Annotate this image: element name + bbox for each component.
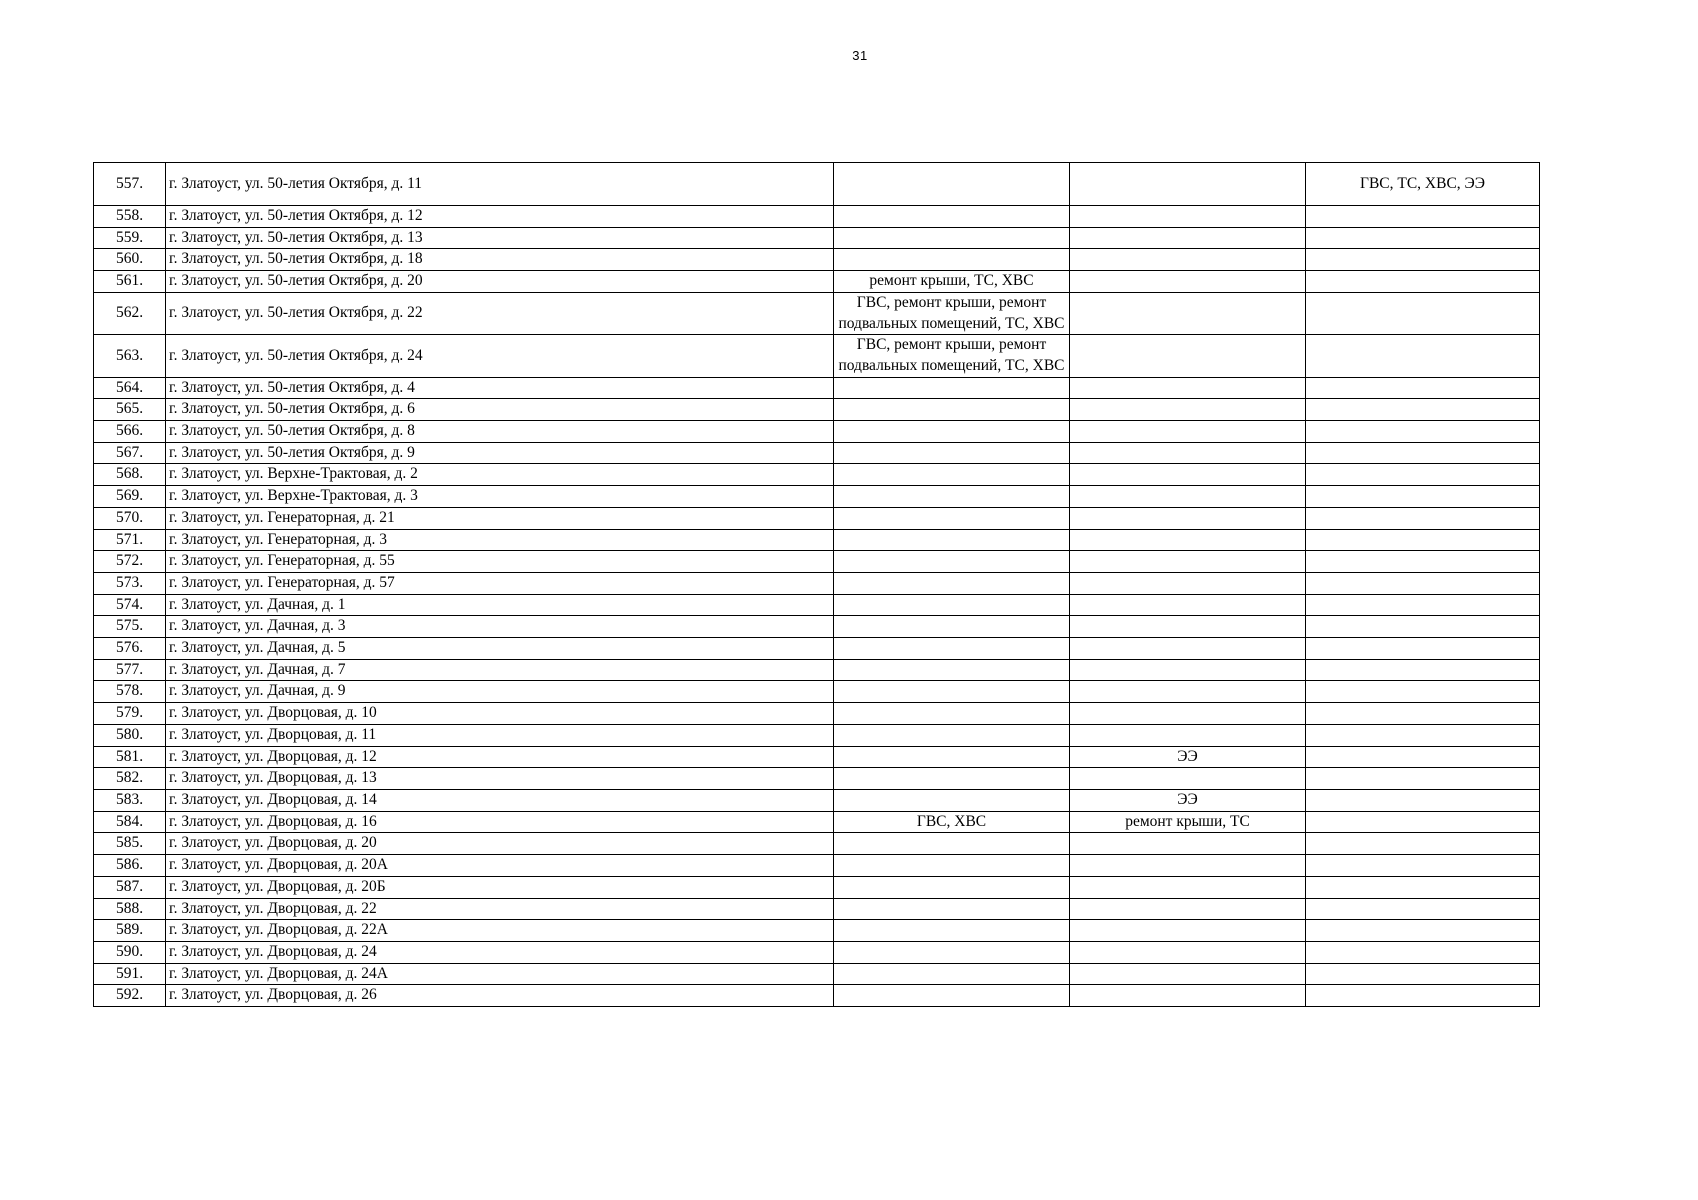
row-col5 [1306,920,1540,942]
row-address: г. Златоуст, ул. Дворцовая, д. 24 [166,941,834,963]
row-col3 [834,616,1070,638]
row-col5 [1306,985,1540,1007]
row-col5 [1306,963,1540,985]
row-col4 [1070,399,1306,421]
table-row [94,572,1540,594]
row-col4 [1070,681,1306,703]
row-col4: ЭЭ [1070,746,1306,768]
row-col5 [1306,724,1540,746]
row-number: 589. [94,920,166,942]
row-address: г. Златоуст, ул. 50-летия Октября, д. 18 [166,249,834,271]
row-number: 583. [94,789,166,811]
row-address: г. Златоуст, ул. 50-летия Октября, д. 20 [166,271,834,293]
row-col4 [1070,855,1306,877]
row-col5 [1306,703,1540,725]
row-number: 559. [94,227,166,249]
row-col3 [834,898,1070,920]
row-col3 [834,442,1070,464]
row-col5 [1306,464,1540,486]
row-col4 [1070,659,1306,681]
row-col3 [834,724,1070,746]
row-address: г. Златоуст, ул. 50-летия Октября, д. 13 [166,227,834,249]
row-col5 [1306,399,1540,421]
row-col5 [1306,811,1540,833]
row-number: 576. [94,638,166,660]
table-row [94,163,1540,206]
row-col4 [1070,898,1306,920]
row-col3 [834,377,1070,399]
table-row [94,206,1540,228]
row-col3 [834,551,1070,573]
row-col3: ГВС, ХВС [834,811,1070,833]
row-col3: ГВС, ремонт крыши, ремонт подвальных помещений, ТС, ХВС [834,292,1070,334]
table-row [94,920,1540,942]
row-col5 [1306,206,1540,228]
row-col4 [1070,941,1306,963]
row-number: 570. [94,507,166,529]
table-row [94,507,1540,529]
row-number: 574. [94,594,166,616]
table-row [94,833,1540,855]
row-number: 578. [94,681,166,703]
table-row [94,271,1540,293]
row-col4 [1070,507,1306,529]
row-col5 [1306,227,1540,249]
row-col5 [1306,898,1540,920]
row-col4 [1070,876,1306,898]
table-row [94,292,1540,334]
row-col4: ремонт крыши, ТС [1070,811,1306,833]
row-col4 [1070,920,1306,942]
row-address: г. Златоуст, ул. 50-летия Октября, д. 9 [166,442,834,464]
table-row [94,616,1540,638]
row-col4 [1070,335,1306,377]
row-number: 558. [94,206,166,228]
row-col3 [834,486,1070,508]
row-address: г. Златоуст, ул. 50-летия Октября, д. 8 [166,421,834,443]
row-col5 [1306,659,1540,681]
row-address: г. Златоуст, ул. 50-летия Октября, д. 11 [166,163,834,206]
row-col3 [834,206,1070,228]
row-address: г. Златоуст, ул. Дачная, д. 9 [166,681,834,703]
row-number: 571. [94,529,166,551]
row-address: г. Златоуст, ул. Дворцовая, д. 24А [166,963,834,985]
table-row [94,876,1540,898]
row-col5 [1306,768,1540,790]
table-row [94,335,1540,377]
row-number: 577. [94,659,166,681]
row-address: г. Златоуст, ул. Дворцовая, д. 20 [166,833,834,855]
row-address: г. Златоуст, ул. Дворцовая, д. 13 [166,768,834,790]
row-number: 568. [94,464,166,486]
row-col4 [1070,594,1306,616]
row-col5 [1306,855,1540,877]
row-col5 [1306,941,1540,963]
row-col5 [1306,638,1540,660]
row-col3 [834,681,1070,703]
table-row [94,486,1540,508]
table-row [94,638,1540,660]
row-col4: ЭЭ [1070,789,1306,811]
row-col4 [1070,703,1306,725]
row-col4 [1070,464,1306,486]
table-row [94,768,1540,790]
row-col3 [834,941,1070,963]
row-address: г. Златоуст, ул. Дачная, д. 5 [166,638,834,660]
row-col4 [1070,551,1306,573]
row-number: 585. [94,833,166,855]
row-col5 [1306,789,1540,811]
row-col4 [1070,529,1306,551]
table-row [94,985,1540,1007]
row-address: г. Златоуст, ул. Генераторная, д. 21 [166,507,834,529]
table-row [94,594,1540,616]
row-col4 [1070,724,1306,746]
row-address: г. Златоуст, ул. Дворцовая, д. 14 [166,789,834,811]
row-col3 [834,703,1070,725]
table-row [94,399,1540,421]
row-number: 561. [94,271,166,293]
row-address: г. Златоуст, ул. Генераторная, д. 3 [166,529,834,551]
row-col5 [1306,551,1540,573]
table-row [94,963,1540,985]
row-address: г. Златоуст, ул. Генераторная, д. 57 [166,572,834,594]
row-number: 564. [94,377,166,399]
row-address: г. Златоуст, ул. Дачная, д. 1 [166,594,834,616]
table-row [94,703,1540,725]
row-col4 [1070,486,1306,508]
row-number: 586. [94,855,166,877]
row-col5 [1306,594,1540,616]
row-col5 [1306,421,1540,443]
row-address: г. Златоуст, ул. Дворцовая, д. 22 [166,898,834,920]
row-col3 [834,572,1070,594]
row-col4 [1070,227,1306,249]
table-body [94,163,1540,1007]
row-col4 [1070,271,1306,293]
row-address: г. Златоуст, ул. Генераторная, д. 55 [166,551,834,573]
row-col4 [1070,442,1306,464]
row-number: 560. [94,249,166,271]
table-row [94,746,1540,768]
buildings-table [93,162,1540,1007]
row-number: 563. [94,335,166,377]
row-col4 [1070,206,1306,228]
row-col5 [1306,335,1540,377]
row-address: г. Златоуст, ул. 50-летия Октября, д. 24 [166,335,834,377]
row-col4 [1070,292,1306,334]
row-address: г. Златоуст, ул. Верхне-Трактовая, д. 2 [166,464,834,486]
row-number: 557. [94,163,166,206]
row-col5 [1306,616,1540,638]
table-row [94,724,1540,746]
row-col4 [1070,833,1306,855]
row-number: 562. [94,292,166,334]
row-col3 [834,963,1070,985]
row-col4 [1070,163,1306,206]
row-col4 [1070,377,1306,399]
row-address: г. Златоуст, ул. Дворцовая, д. 26 [166,985,834,1007]
table-row [94,941,1540,963]
row-col5 [1306,486,1540,508]
table-row [94,659,1540,681]
row-col5 [1306,681,1540,703]
row-col3 [834,855,1070,877]
row-address: г. Златоуст, ул. Дворцовая, д. 20А [166,855,834,877]
row-number: 572. [94,551,166,573]
row-address: г. Златоуст, ул. Дворцовая, д. 10 [166,703,834,725]
table-row [94,789,1540,811]
table-row [94,421,1540,443]
row-number: 587. [94,876,166,898]
row-number: 581. [94,746,166,768]
row-address: г. Златоуст, ул. Дворцовая, д. 16 [166,811,834,833]
row-col3 [834,659,1070,681]
page-number: 31 [852,48,868,63]
row-address: г. Златоуст, ул. 50-летия Октября, д. 6 [166,399,834,421]
row-col3 [834,249,1070,271]
row-number: 573. [94,572,166,594]
row-number: 580. [94,724,166,746]
row-col4 [1070,421,1306,443]
row-col3 [834,529,1070,551]
row-col3 [834,507,1070,529]
row-number: 566. [94,421,166,443]
row-col4 [1070,768,1306,790]
row-address: г. Златоуст, ул. Дворцовая, д. 11 [166,724,834,746]
row-col5 [1306,292,1540,334]
table-row [94,442,1540,464]
row-address: г. Златоуст, ул. 50-летия Октября, д. 22 [166,292,834,334]
row-number: 565. [94,399,166,421]
row-col3 [834,399,1070,421]
row-col3 [834,985,1070,1007]
row-col3 [834,227,1070,249]
row-address: г. Златоуст, ул. Верхне-Трактовая, д. 3 [166,486,834,508]
table-row [94,551,1540,573]
row-col5 [1306,507,1540,529]
row-col4 [1070,249,1306,271]
row-col3 [834,594,1070,616]
table-row [94,855,1540,877]
row-col3 [834,746,1070,768]
row-col3 [834,638,1070,660]
row-address: г. Златоуст, ул. Дворцовая, д. 20Б [166,876,834,898]
row-col4 [1070,963,1306,985]
row-col4 [1070,638,1306,660]
row-address: г. Златоуст, ул. Дворцовая, д. 22А [166,920,834,942]
row-col4 [1070,616,1306,638]
row-number: 588. [94,898,166,920]
row-number: 582. [94,768,166,790]
row-address: г. Златоуст, ул. Дачная, д. 3 [166,616,834,638]
row-col5 [1306,876,1540,898]
row-col3 [834,163,1070,206]
row-col4 [1070,572,1306,594]
row-col5 [1306,271,1540,293]
row-col5 [1306,377,1540,399]
table-row [94,227,1540,249]
table-row [94,529,1540,551]
row-number: 567. [94,442,166,464]
row-col5: ГВС, ТС, ХВС, ЭЭ [1306,163,1540,206]
row-number: 569. [94,486,166,508]
row-col3 [834,421,1070,443]
row-col5 [1306,529,1540,551]
row-address: г. Златоуст, ул. 50-летия Октября, д. 12 [166,206,834,228]
table-row [94,377,1540,399]
row-col3 [834,768,1070,790]
row-number: 591. [94,963,166,985]
table-row [94,811,1540,833]
table-row [94,464,1540,486]
row-col3: ремонт крыши, ТС, ХВС [834,271,1070,293]
row-number: 590. [94,941,166,963]
row-col3 [834,464,1070,486]
row-col3: ГВС, ремонт крыши, ремонт подвальных помещений, ТС, ХВС [834,335,1070,377]
row-address: г. Златоуст, ул. Дворцовая, д. 12 [166,746,834,768]
row-col3 [834,920,1070,942]
table-row [94,681,1540,703]
row-col5 [1306,249,1540,271]
row-col3 [834,789,1070,811]
row-col5 [1306,442,1540,464]
row-col5 [1306,572,1540,594]
row-address: г. Златоуст, ул. 50-летия Октября, д. 4 [166,377,834,399]
row-number: 592. [94,985,166,1007]
row-col3 [834,833,1070,855]
row-col3 [834,876,1070,898]
row-number: 584. [94,811,166,833]
row-number: 579. [94,703,166,725]
row-address: г. Златоуст, ул. Дачная, д. 7 [166,659,834,681]
table-row [94,898,1540,920]
row-col5 [1306,833,1540,855]
row-col4 [1070,985,1306,1007]
table-row [94,249,1540,271]
row-number: 575. [94,616,166,638]
row-col5 [1306,746,1540,768]
